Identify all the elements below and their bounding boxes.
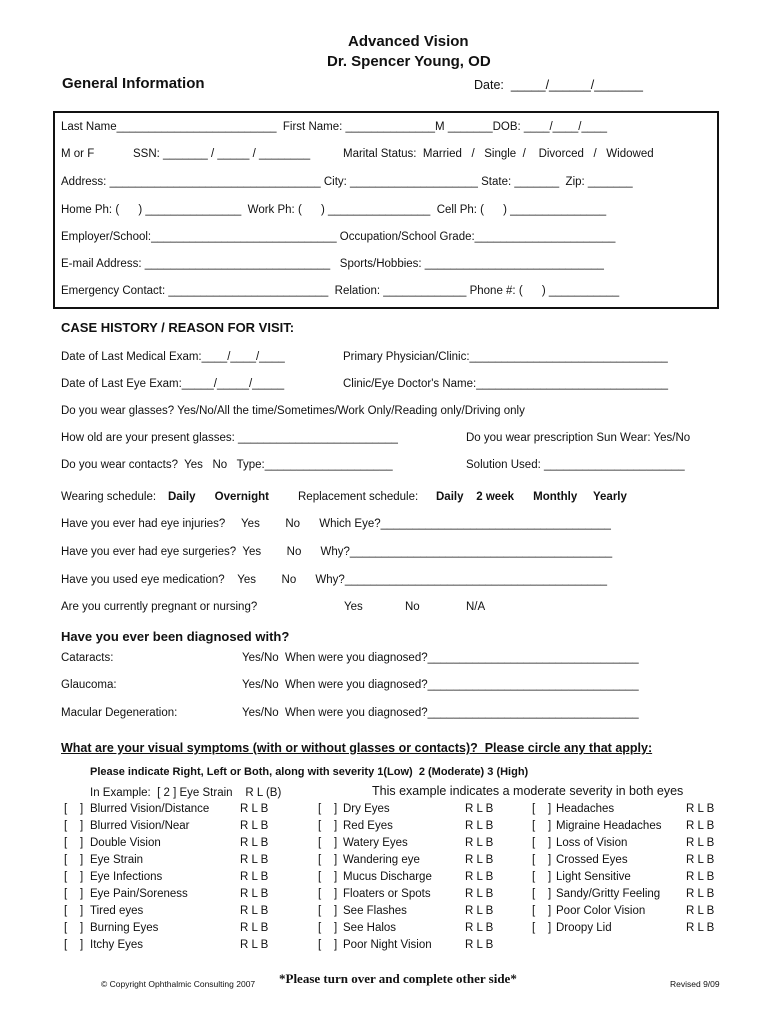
symptom-eye-choice[interactable]: R L B [240,922,269,934]
symptom-col3-names [556,801,661,937]
symptom-name: Sandy/Gritty Feeling [556,888,661,900]
primary-physician-field[interactable]: Primary Physician/Clinic:_______________________________ [343,351,668,363]
symptom-name: Poor Color Vision [556,905,646,917]
diagnosed-name: Glaucoma: [61,679,117,691]
symptom-severity-box[interactable]: [ ] [318,837,338,849]
symptom-eye-choice[interactable]: R L B [240,820,269,832]
symptom-severity-box[interactable]: [ ] [318,854,338,866]
symptom-severity-box[interactable]: [ ] [532,820,552,832]
symptom-eye-choice[interactable]: R L B [465,854,494,866]
symptom-name: Crossed Eyes [556,854,628,866]
pregnant-na-option[interactable]: N/A [466,601,486,613]
diagnosed-title: Have you ever been diagnosed with? [61,629,290,644]
wearing-schedule-options[interactable]: Daily Overnight [168,491,269,503]
symptom-eye-choice[interactable]: R L B [465,837,494,849]
date-field[interactable]: Date: _____/______/_______ [474,78,643,92]
symptom-eye-choice[interactable]: R L B [465,888,494,900]
replacement-schedule-label: Replacement schedule: [298,491,419,503]
wearing-schedule-label: Wearing schedule: [61,491,157,503]
practice-name: Advanced Vision [348,33,469,50]
symptom-severity-box[interactable]: [ ] [64,837,84,849]
symptom-eye-choice[interactable]: R L B [240,854,269,866]
symptom-name: Eye Infections [90,871,163,883]
symptom-name: Mucus Discharge [343,871,432,883]
diagnosed-question[interactable]: Yes/No When were you diagnosed?_________________________________ [242,652,639,664]
solution-field[interactable]: Solution Used: ______________________ [466,459,685,471]
symptom-severity-box[interactable]: [ ] [318,922,338,934]
symptom-name: Blurred Vision/Distance [90,803,210,815]
symptom-name: Tired eyes [90,905,144,917]
symptom-name: Poor Night Vision [343,939,432,951]
symptom-severity-box[interactable]: [ ] [64,939,84,951]
symptom-col2-brackets[interactable] [318,801,337,954]
symptom-eye-choice[interactable]: R L B [465,905,494,917]
symptom-eye-choice[interactable]: R L B [686,854,715,866]
pregnant-no-option[interactable]: No [405,601,420,613]
symptom-col2-rlb[interactable] [465,801,493,954]
sex-field[interactable]: M or F [61,148,95,160]
symptom-eye-choice[interactable]: R L B [686,922,715,934]
symptom-eye-choice[interactable]: R L B [686,888,715,900]
symptom-name: Floaters or Spots [343,888,431,900]
symptom-severity-box[interactable]: [ ] [532,922,552,934]
symptom-name: Droopy Lid [556,922,612,934]
symptom-eye-choice[interactable]: R L B [686,820,715,832]
symptom-eye-choice[interactable]: R L B [465,939,494,951]
case-history-title: CASE HISTORY / REASON FOR VISIT: [61,320,295,335]
symptom-severity-box[interactable]: [ ] [532,837,552,849]
symptom-severity-box[interactable]: [ ] [64,820,84,832]
symptom-name: Loss of Vision [556,837,628,849]
symptom-eye-choice[interactable]: R L B [465,871,494,883]
eye-surgeries-question[interactable]: Have you ever had eye surgeries? Yes No Why?_________________________________________ [61,546,613,558]
symptom-severity-box[interactable]: [ ] [64,803,84,815]
symptom-eye-choice[interactable]: R L B [465,922,494,934]
symptom-name: Light Sensitive [556,871,631,883]
symptom-name: See Flashes [343,905,407,917]
section-title-general: General Information [62,75,205,92]
copyright-text: © Copyright Ophthalmic Consulting 2007 [101,979,256,989]
ssn-field[interactable]: SSN: _______ / _____ / ________ [133,148,311,160]
symptoms-title: What are your visual symptoms (with or without glasses or contacts)? Please circle any that apply: [61,741,653,755]
symptom-eye-choice[interactable]: R L B [240,939,269,951]
symptom-severity-box[interactable]: [ ] [532,888,552,900]
symptom-col2-names [343,801,432,954]
emergency-contact-row[interactable]: Emergency Contact: _________________________ Relation: _____________ Phone #: ( ) ___________ [61,285,620,297]
symptom-name: Double Vision [90,837,161,849]
symptom-name: Wandering eye [343,854,420,866]
symptom-eye-choice[interactable]: R L B [465,803,494,815]
symptom-col3-brackets[interactable] [532,801,551,937]
eye-medication-question[interactable]: Have you used eye medication? Yes No Why?_________________________________________ [61,574,608,586]
symptom-eye-choice[interactable]: R L B [686,905,715,917]
glasses-age-field[interactable]: How old are your present glasses: _________________________ [61,432,398,444]
pregnant-yes-option[interactable]: Yes [344,601,363,613]
symptom-name: Blurred Vision/Near [90,820,190,832]
eye-injuries-question[interactable]: Have you ever had eye injuries? Yes No Which Eye?____________________________________ [61,518,611,530]
symptom-col1-brackets[interactable] [64,801,83,954]
symptom-eye-choice[interactable]: R L B [240,871,269,883]
symptom-name: Eye Pain/Soreness [90,888,188,900]
diagnosed-name: Cataracts: [61,652,114,664]
symptom-severity-box[interactable]: [ ] [318,820,338,832]
symptom-severity-box[interactable]: [ ] [64,905,84,917]
revised-date: Revised 9/09 [670,979,720,989]
phone-row[interactable]: Home Ph: ( ) _______________ Work Ph: ( ) ________________ Cell Ph: ( ) _______________ [61,204,607,216]
contacts-question[interactable]: Do you wear contacts? Yes No Type:____________________ [61,459,393,471]
symptom-col1-rlb[interactable] [240,801,268,954]
sun-wear-question[interactable]: Do you wear prescription Sun Wear: Yes/No [466,432,691,444]
diagnosed-question[interactable]: Yes/No When were you diagnosed?_________________________________ [242,679,639,691]
symptom-severity-box[interactable]: [ ] [64,854,84,866]
symptom-name: Red Eyes [343,820,393,832]
marital-status-field[interactable]: Marital Status: Married / Single / Divorced / Widowed [343,148,654,160]
symptom-eye-choice[interactable]: R L B [686,871,715,883]
symptoms-example-note: This example indicates a moderate severity in both eyes [372,784,684,798]
symptoms-example: In Example: [ 2 ] Eye Strain R L (B) [90,787,282,799]
symptom-name: Burning Eyes [90,922,159,934]
diagnosed-name: Macular Degeneration: [61,707,178,719]
symptom-eye-choice[interactable]: R L B [240,888,269,900]
turn-over-note: *Please turn over and complete other side* [279,971,517,986]
symptom-name: Headaches [556,803,615,815]
pregnant-question: Are you currently pregnant or nursing? [61,601,258,613]
symptom-col3-rlb[interactable] [686,801,714,937]
symptom-severity-box[interactable]: [ ] [532,905,552,917]
doctor-name: Dr. Spencer Young, OD [327,53,491,70]
symptom-severity-box[interactable]: [ ] [318,803,338,815]
symptom-name: See Halos [343,922,397,934]
last-eye-exam-field[interactable]: Date of Last Eye Exam:_____/_____/_____ [61,378,285,390]
symptom-eye-choice[interactable]: R L B [686,803,715,815]
symptom-name: Eye Strain [90,854,144,866]
symptom-name: Itchy Eyes [90,939,144,951]
symptom-severity-box[interactable]: [ ] [64,871,84,883]
symptom-severity-box[interactable]: [ ] [532,854,552,866]
symptoms-instruction: Please indicate Right, Left or Both, along with severity 1(Low) 2 (Moderate) 3 (High) [90,766,529,778]
symptom-severity-box[interactable]: [ ] [318,871,338,883]
symptom-eye-choice[interactable]: R L B [240,905,269,917]
employer-row[interactable]: Employer/School:_____________________________ Occupation/School Grade:______________________ [61,231,616,243]
address-row[interactable]: Address: _________________________________ City: ____________________ State: _______ Zip: _______ [61,176,633,188]
wear-glasses-question[interactable]: Do you wear glasses? Yes/No/All the time/Sometimes/Work Only/Reading only/Driving only [61,405,525,417]
symptom-name: Dry Eyes [343,803,390,815]
symptom-severity-box[interactable]: [ ] [64,922,84,934]
symptom-eye-choice[interactable]: R L B [240,803,269,815]
symptom-severity-box[interactable]: [ ] [318,939,338,951]
eye-doctor-field[interactable]: Clinic/Eye Doctor's Name:______________________________ [343,378,669,390]
symptom-severity-box[interactable]: [ ] [318,888,338,900]
symptom-severity-box[interactable]: [ ] [532,871,552,883]
symptom-severity-box[interactable]: [ ] [532,803,552,815]
symptom-name: Migraine Headaches [556,820,662,832]
replacement-schedule-options[interactable]: Daily 2 week Monthly Yearly [436,491,627,503]
name-dob-row[interactable]: Last Name_________________________ First Name: ______________M _______DOB: ____/____/____ [61,121,608,133]
symptom-eye-choice[interactable]: R L B [686,837,715,849]
diagnosed-question[interactable]: Yes/No When were you diagnosed?_________________________________ [242,707,639,719]
last-medical-exam-field[interactable]: Date of Last Medical Exam:____/____/____ [61,351,285,363]
symptom-severity-box[interactable]: [ ] [318,905,338,917]
email-row[interactable]: E-mail Address: _____________________________ Sports/Hobbies: ____________________________ [61,258,604,270]
symptom-col1-names [90,801,209,954]
symptom-eye-choice[interactable]: R L B [465,820,494,832]
symptom-eye-choice[interactable]: R L B [240,837,269,849]
symptom-name: Watery Eyes [343,837,408,849]
symptom-severity-box[interactable]: [ ] [64,888,84,900]
